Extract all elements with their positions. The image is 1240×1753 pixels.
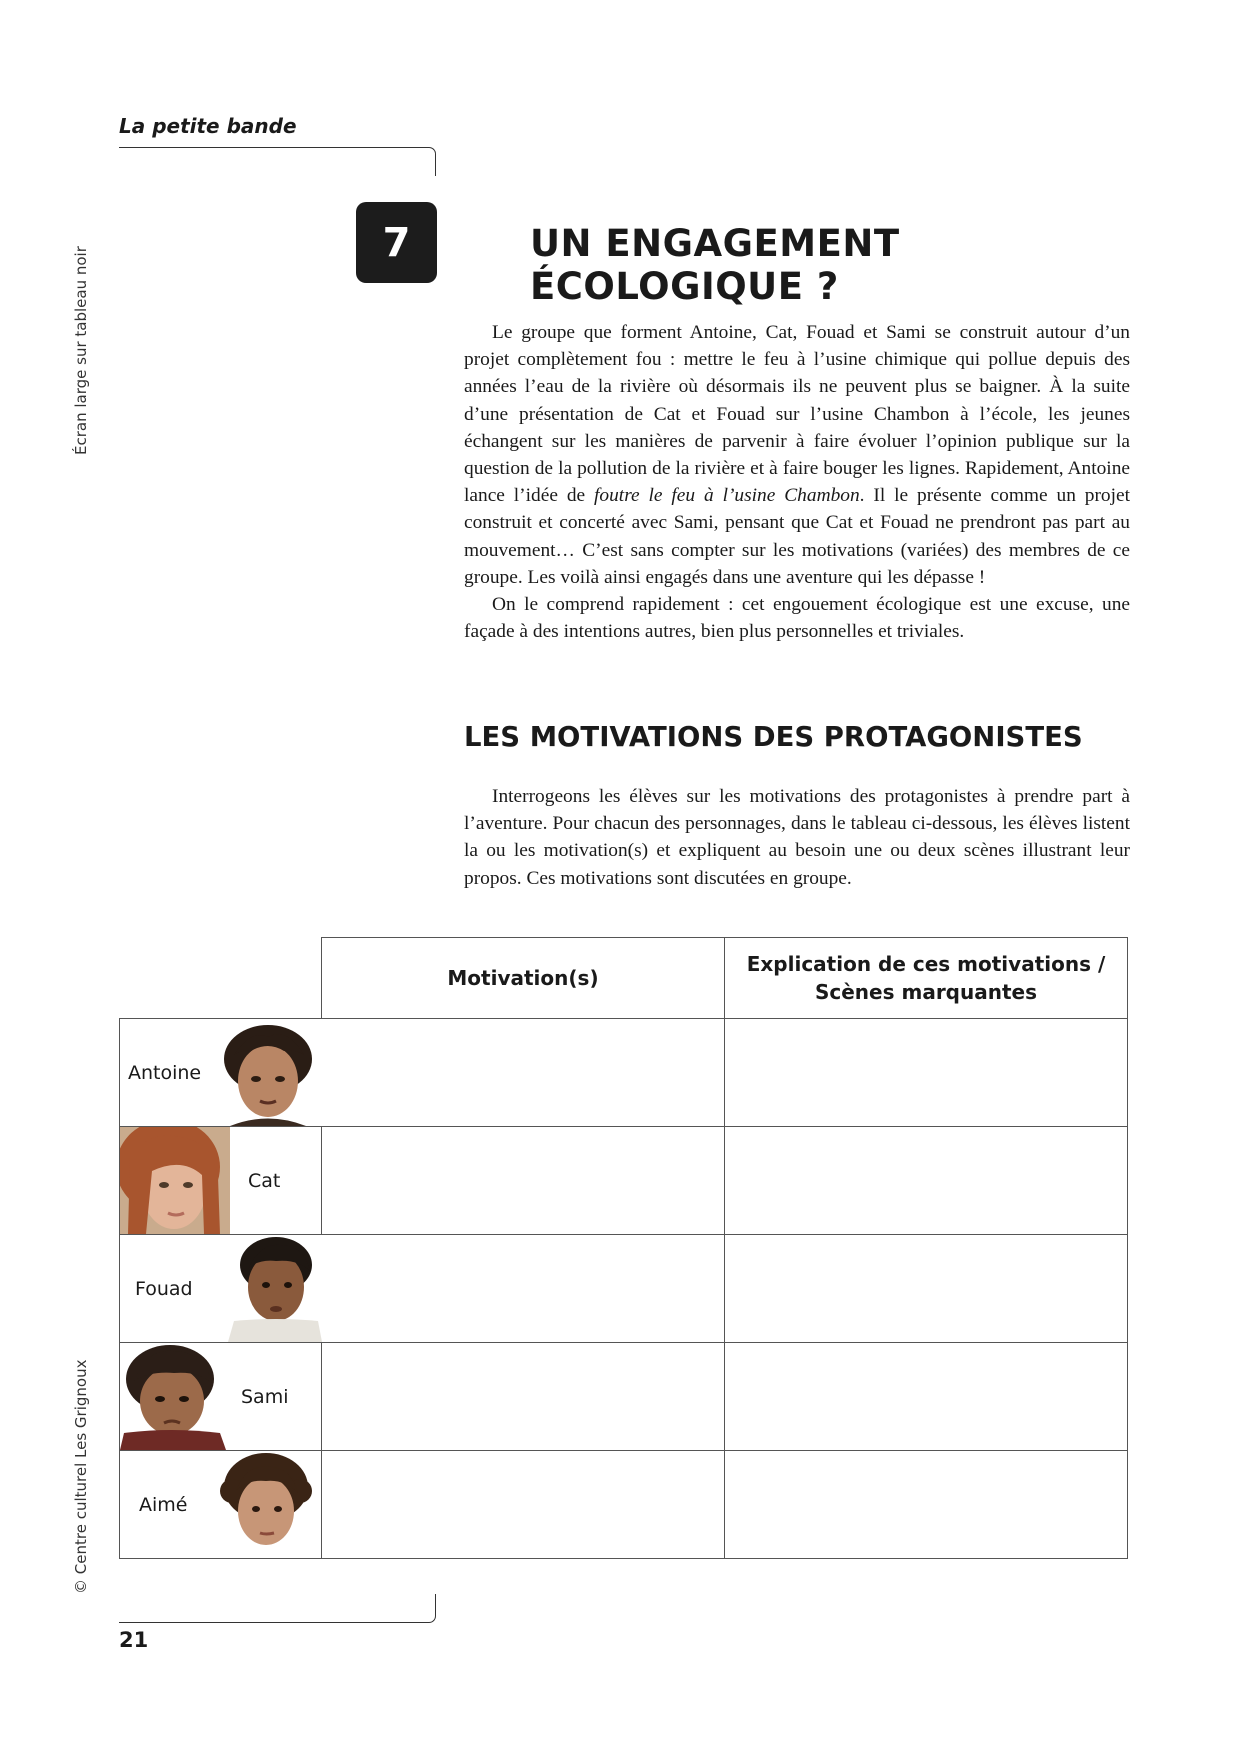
character-name: Antoine <box>128 1061 202 1084</box>
intro-paragraph-1 <box>464 319 1130 591</box>
table-row <box>120 1235 1128 1343</box>
explanation-cell <box>725 1343 1128 1451</box>
header-explication <box>725 938 1128 1019</box>
character-name: Cat <box>248 1169 281 1192</box>
sidebar-top-text: Écran large sur tableau noir <box>72 246 90 455</box>
header-explication-line2: Scènes marquantes <box>814 980 1037 1004</box>
character-name: Aimé <box>139 1493 188 1516</box>
section-title: LES MOTIVATIONS DES PROTAGONISTES <box>464 721 1083 753</box>
intro-p1-end: . Il le présente comme un projet construit et concerté avec Sami, pensant que Cat et Fouad ne prendront pas part au mouvement… C’est sans compter sur les motivations (variées) des membres de ce groupe. Les voilà ainsi engagés dans une aventure qui les dépasse ! <box>464 485 1131 588</box>
intro-paragraph-2: On le comprend rapidement : cet engouement écologique est une excuse, une façade à des intentions autres, bien plus personnelles et triviales. <box>464 594 1130 643</box>
motivations-table <box>119 937 1128 1559</box>
footer-bracket <box>119 1594 436 1623</box>
antoine-portrait <box>206 1019 322 1126</box>
sidebar-copyright: © Centre culturel Les Grignoux <box>72 1359 90 1594</box>
fouad-portrait <box>228 1235 322 1342</box>
sami-portrait <box>120 1343 226 1450</box>
header-title: La petite bande <box>119 114 297 138</box>
explanation-cell <box>725 1127 1128 1235</box>
motivation-cell <box>322 1019 725 1127</box>
header-explication-line1: Explication de ces motivations / <box>746 952 1106 976</box>
motivation-cell <box>322 1127 725 1235</box>
cat-portrait <box>120 1127 230 1234</box>
explanation-cell <box>725 1235 1128 1343</box>
table-row <box>120 1343 1128 1451</box>
row-label-cat <box>120 1127 322 1235</box>
chapter-title: UN ENGAGEMENT ÉCOLOGIQUE ? <box>530 222 900 308</box>
page-number: 21 <box>119 1628 149 1652</box>
section-paragraph: Interrogeons les élèves sur les motivations des protagonistes à prendre part à l’aventure. Pour chacun des personnages, dans le tableau ci-dessous, les élèves listent la ou les motivation(s) et expliquent au besoin une ou deux scènes illustrant leur propos. Ces motivations sont discutées en groupe. <box>464 786 1130 889</box>
intro-p1-start: Le groupe que forment Antoine, Cat, Fouad et Sami se construit autour d’un projet complètement fou : mettre le feu à l’usine chimique qui pollue depuis des années l’eau de la rivière où désormais ils ne peuvent plus se baigner. À la suite d’une présentation de Cat et Fouad sur l’usine Chambon à l’école, les jeunes échangent sur les manières de parvenir à faire évoluer l’opinion publique sur la question de la pollution de la rivière et à faire bouger les lignes. Rapidement, Antoine lance l’idée de <box>464 322 1130 507</box>
chapter-number-badge: 7 <box>356 202 437 283</box>
row-label-sami <box>120 1343 322 1451</box>
motivation-cell <box>322 1235 725 1343</box>
explanation-cell <box>725 1451 1128 1559</box>
explanation-cell <box>725 1019 1128 1127</box>
table-row <box>120 1019 1128 1127</box>
section-text <box>464 783 1130 892</box>
row-label-fouad <box>120 1235 322 1343</box>
table-row <box>120 1451 1128 1559</box>
aime-portrait <box>218 1451 312 1558</box>
table-row <box>120 1127 1128 1235</box>
row-label-antoine <box>120 1019 322 1127</box>
intro-text <box>464 319 1130 645</box>
row-label-aime <box>120 1451 322 1559</box>
intro-p1-quote: foutre le feu à l’usine Chambon <box>594 485 860 507</box>
character-name: Fouad <box>135 1277 193 1300</box>
header-bracket <box>119 147 436 176</box>
header-motivations: Motivation(s) <box>322 938 725 1019</box>
motivation-cell <box>322 1451 725 1559</box>
motivation-cell <box>322 1343 725 1451</box>
character-name: Sami <box>241 1385 289 1408</box>
table-corner <box>120 938 322 1019</box>
